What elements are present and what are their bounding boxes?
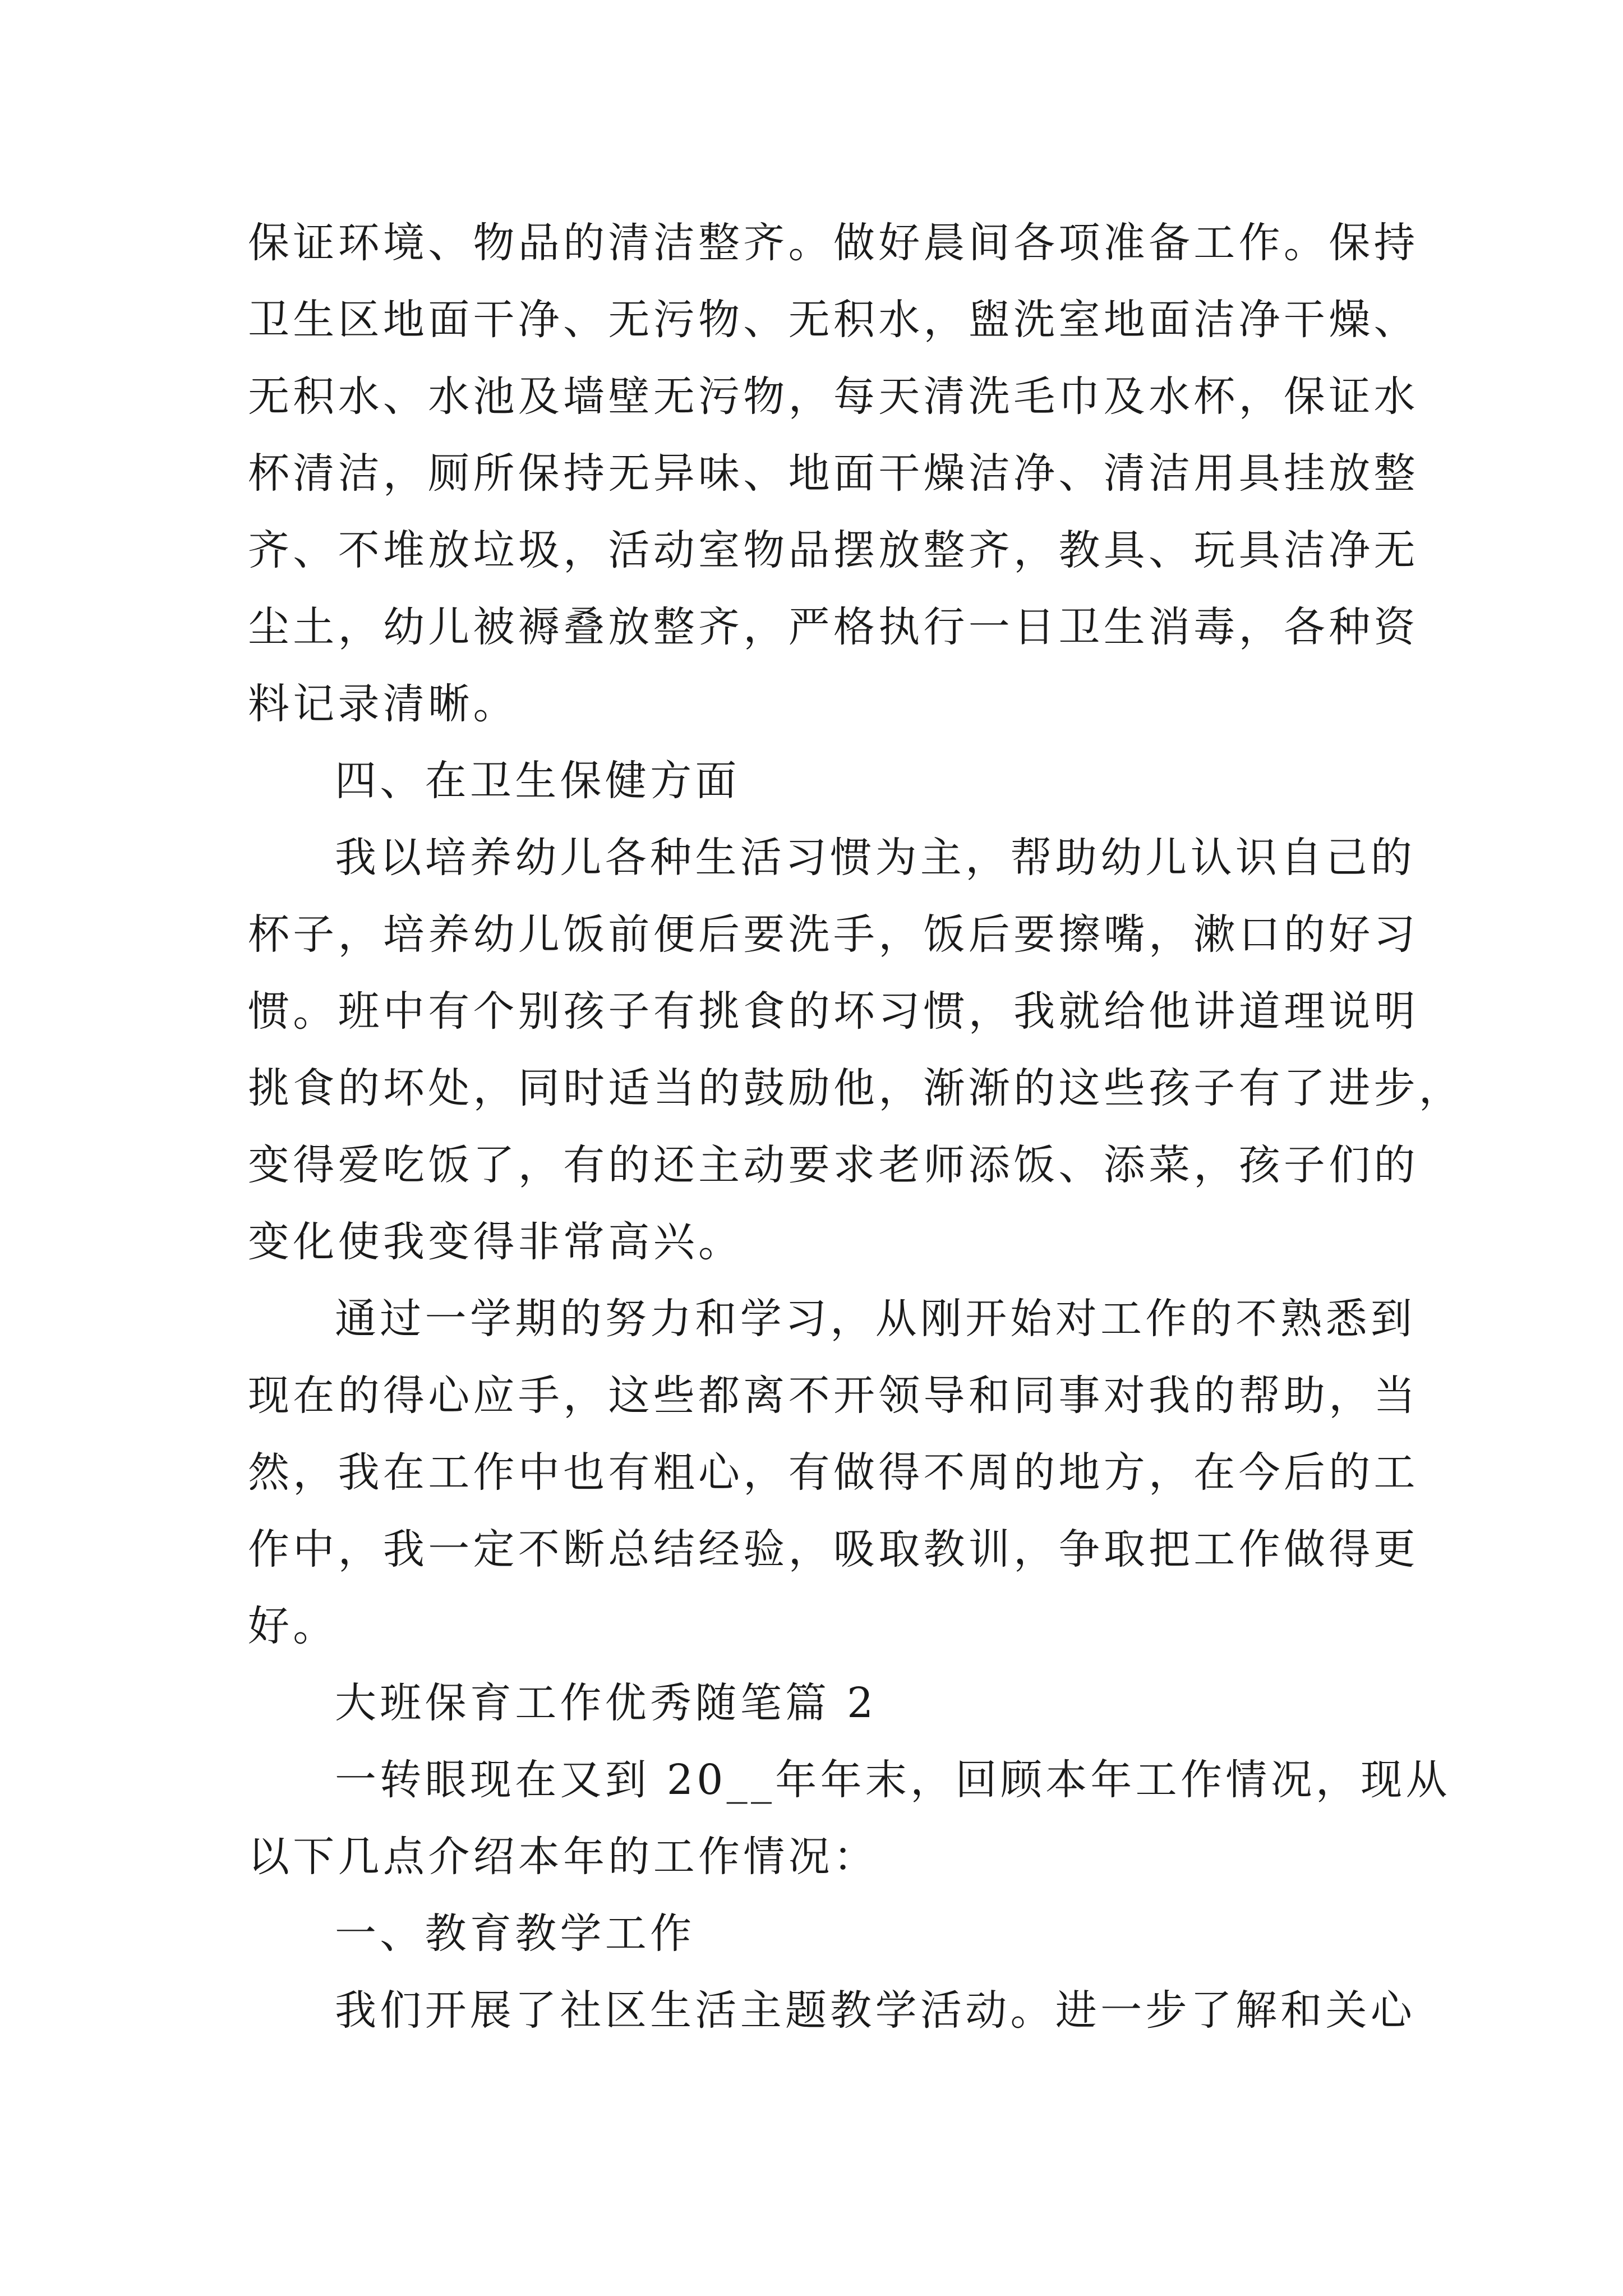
text-line: 尘土，幼儿被褥叠放整齐，严格执行一日卫生消毒，各种资 bbox=[248, 603, 1419, 651]
text-line: 我们开展了社区生活主题教学活动。进一步了解和关心 bbox=[335, 1986, 1416, 2035]
text-line: 我以培养幼儿各种生活习惯为主，帮助幼儿认识自己的 bbox=[335, 834, 1416, 882]
text-line: 杯子，培养幼儿饭前便后要洗手，饭后要擦嘴，漱口的好习 bbox=[248, 910, 1419, 959]
text-line: 无积水、水池及墙壁无污物，每天清洗毛巾及水杯，保证水 bbox=[248, 372, 1419, 421]
text-line: 作中，我一定不断总结经验，吸取教训，争取把工作做得更 bbox=[248, 1525, 1419, 1573]
text-line: 变得爱吃饭了，有的还主动要求老师添饭、添菜，孩子们的 bbox=[248, 1141, 1419, 1189]
text-line: 现在的得心应手，这些都离不开领导和同事对我的帮助，当 bbox=[248, 1372, 1419, 1420]
text-line: 卫生区地面干净、无污物、无积水，盥洗室地面洁净干燥、 bbox=[248, 296, 1419, 344]
text-line: 齐、不堆放垃圾，活动室物品摆放整齐，教具、玩具洁净无 bbox=[248, 526, 1419, 574]
text-line: 好。 bbox=[248, 1602, 338, 1650]
text-line: 料记录清晰。 bbox=[248, 680, 518, 728]
text-line: 以下几点介绍本年的工作情况： bbox=[248, 1833, 879, 1881]
text-line: 保证环境、物品的清洁整齐。做好晨间各项准备工作。保持 bbox=[248, 219, 1419, 267]
section-heading: 四、在卫生保健方面 bbox=[335, 757, 740, 805]
text-line: 变化使我变得非常高兴。 bbox=[248, 1218, 744, 1266]
text-line: 然，我在工作中也有粗心，有做得不周的地方，在今后的工 bbox=[248, 1448, 1419, 1497]
text-line: 杯清洁，厕所保持无异味、地面干燥洁净、清洁用具挂放整 bbox=[248, 449, 1419, 498]
text-line: 通过一学期的努力和学习，从刚开始对工作的不熟悉到 bbox=[335, 1295, 1416, 1343]
text-line: 惯。班中有个别孩子有挑食的坏习惯，我就给他讲道理说明 bbox=[248, 987, 1419, 1036]
text-line: 挑食的坏处，同时适当的鼓励他，渐渐的这些孩子有了进步， bbox=[248, 1064, 1464, 1112]
article-title: 大班保育工作优秀随笔篇 2 bbox=[335, 1679, 877, 1727]
section-heading: 一、教育教学工作 bbox=[335, 1910, 695, 1958]
text-line: 一转眼现在又到 20__年年末，回顾本年工作情况，现从 bbox=[335, 1756, 1451, 1804]
